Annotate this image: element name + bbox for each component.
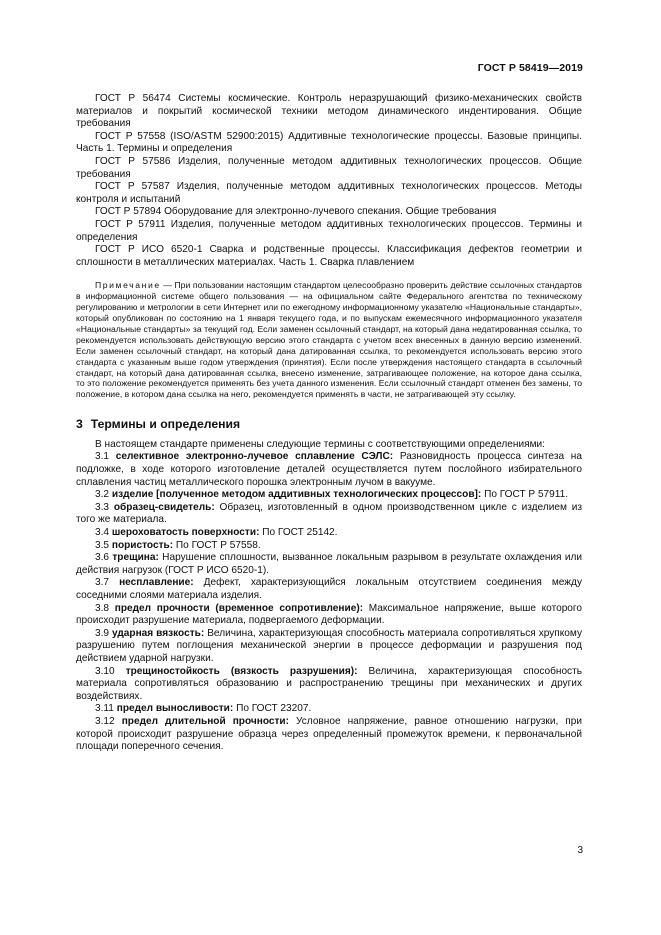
term-definition: По ГОСТ Р 57911.	[484, 489, 569, 501]
term-name: несплавление:	[119, 577, 194, 589]
term-entry	[76, 451, 582, 489]
document-body	[76, 93, 582, 754]
term-definition: Величина, характеризующая способность материала сопротивляться хрупкому разрушению путем поглощения механической энергии в процессе деформации и разрушения под действием ударной нагрузки.	[76, 627, 582, 664]
term-number: 3.9	[95, 627, 110, 639]
reference-item: ГОСТ Р ИСО 6520-1 Сварка и родственные процессы. Классификация дефектов геометрии и сплошности в металлических материалах. Часть 1. Сварка плавлением	[76, 244, 582, 268]
section-title: Термины и определения	[90, 417, 241, 432]
term-number: 3.7	[95, 577, 110, 589]
term-name: предел длительной прочности:	[121, 715, 289, 727]
term-entry	[76, 489, 582, 502]
term-entry	[76, 628, 582, 666]
term-definition: Образец, изготовленный в одном производственном цикле с изделием из того же материала.	[76, 501, 582, 526]
term-number: 3.11	[95, 703, 114, 715]
term-name: изделие [полученное методом аддитивных технологических процессов]:	[111, 489, 482, 501]
term-name: селективное электронно-лучевое сплавление СЭЛС:	[115, 451, 394, 463]
term-definition: По ГОСТ 23207.	[236, 703, 312, 715]
term-number: 3.12	[95, 715, 115, 727]
term-name: трещиностойкость (вязкость разрушения):	[125, 665, 358, 677]
term-number: 3.8	[95, 602, 110, 614]
term-definition: Дефект, характеризующийся локальным отсутствием соединения между соседними слоями материала изделия.	[76, 577, 582, 601]
term-entry	[76, 527, 582, 540]
document-code: ГОСТ Р 58419—2019	[477, 62, 583, 74]
section-intro: В настоящем стандарте применены следующие термины с соответствующими определениями:	[95, 438, 545, 450]
terms-list	[76, 451, 582, 753]
term-definition: Разновидность процесса синтеза на подложке, в ходе которого изготовление деталей осуществляется путем послойного избирательного сплавления частиц металлического порошка электронным лучом в вакууме.	[76, 451, 582, 488]
term-name: предел выносливости:	[116, 703, 234, 715]
reference-item: ГОСТ Р 57558 (ISO/ASTM 52900:2015) Аддитивные технологические процессы. Базовые принципы. Часть 1. Термины и определения	[76, 130, 582, 155]
reference-item: ГОСТ Р 57911 Изделия, полученные методом аддитивных технологических процессов. Термины и определения	[76, 218, 582, 243]
term-number: 3.1	[95, 451, 110, 463]
reference-item: ГОСТ Р 57586 Изделия, полученные методом аддитивных технологических процессов. Общие требования	[76, 155, 582, 180]
term-number: 3.4	[95, 527, 110, 539]
term-number: 3.3	[95, 501, 110, 513]
section-number: 3	[76, 417, 83, 432]
section-heading	[76, 418, 582, 431]
term-number: 3.5	[95, 539, 110, 551]
term-name: трещина:	[112, 552, 159, 564]
note-text: — При пользовании настоящим стандартом целесообразно проверить действие ссылочных стандартов в информационной системе общего пользования — на официальном сайте Федерального агентства по техническому регулированию и метрологии в сети Интернет или по ежегодному информационному указателю «Национальные стандарты», который опубликован по состоянию на 1 января текущего года, и по выпускам ежемесячного информационного указателя «Национальные стандарты» за текущий год. Если заменен ссылочный стандарт, на который дана недатированная ссылка, то рекомендуется использовать действующую версию этого стандарта с учетом всех внесенных в данную версию изменений. Если заменен ссылочный стандарт, на который дана датированная ссылка, то рекомендуется использовать версию этого стандарта с указанным выше годом утверждения (принятия). Если после утверждения настоящего стандарта в ссылочный стандарт, на который дана датированная ссылка, внесено изменение, затрагивающее положение, на которое дана ссылка, то это положение рекомендуется применять без учета данного изменения. Если ссылочный стандарт отменен без замены, то положение, в котором дана ссылка на него, рекомендуется применять в части, не затрагивающей эту ссылку.	[76, 280, 582, 400]
note-label: Примечание	[95, 280, 161, 291]
term-number: 3.6	[95, 552, 110, 564]
references-note	[76, 280, 582, 400]
term-number: 3.10	[95, 665, 115, 677]
term-definition: Нарушение сплошности, вызванное локальным разрывом в результате охлаждения или действия нагрузок (ГОСТ Р ИСО 6520-1).	[76, 552, 582, 576]
term-definition: По ГОСТ 25142.	[262, 527, 338, 539]
reference-item: ГОСТ Р 57587 Изделия, полученные методом аддитивных технологических процессов. Методы контроля и испытаний	[76, 181, 582, 205]
term-definition: Максимальное напряжение, выше которого происходит разрушение материала, подвергаемого деформации.	[76, 602, 582, 627]
term-name: предел прочности (временное сопротивление):	[114, 602, 364, 614]
term-definition: Условное напряжение, равное отношению нагрузки, при которой происходит разрушение образца через определенный промежуток времени, к первоначальной площади поперечного сечения.	[76, 715, 583, 753]
term-name: ударная вязкость:	[112, 627, 205, 639]
term-entry	[76, 666, 582, 704]
term-entry	[76, 603, 582, 628]
term-definition: По ГОСТ Р 57558.	[175, 539, 261, 551]
term-name: шероховатость поверхности:	[111, 527, 260, 539]
term-entry	[76, 577, 582, 602]
reference-item: ГОСТ Р 56474 Системы космические. Контроль неразрушающий физико-механических свойств материалов и покрытий космической техники методом динамического индентирования. Общие требования	[76, 93, 582, 130]
term-name: пористость:	[111, 539, 174, 551]
page-number: 3	[577, 845, 583, 856]
term-entry	[76, 540, 582, 553]
term-entry	[76, 716, 582, 754]
term-name: образец-свидетель:	[113, 501, 215, 513]
reference-item: ГОСТ Р 57894 Оборудование для электронно-лучевого спекания. Общие требования	[95, 206, 497, 218]
term-number: 3.2	[95, 489, 110, 501]
normative-references-list	[76, 93, 582, 269]
term-entry	[76, 502, 582, 527]
term-entry	[76, 552, 582, 577]
term-definition: Величина, характеризующая способность материала сопротивляться образованию и распространению трещины при механических и других воздействиях.	[76, 665, 582, 702]
term-entry	[76, 703, 582, 716]
